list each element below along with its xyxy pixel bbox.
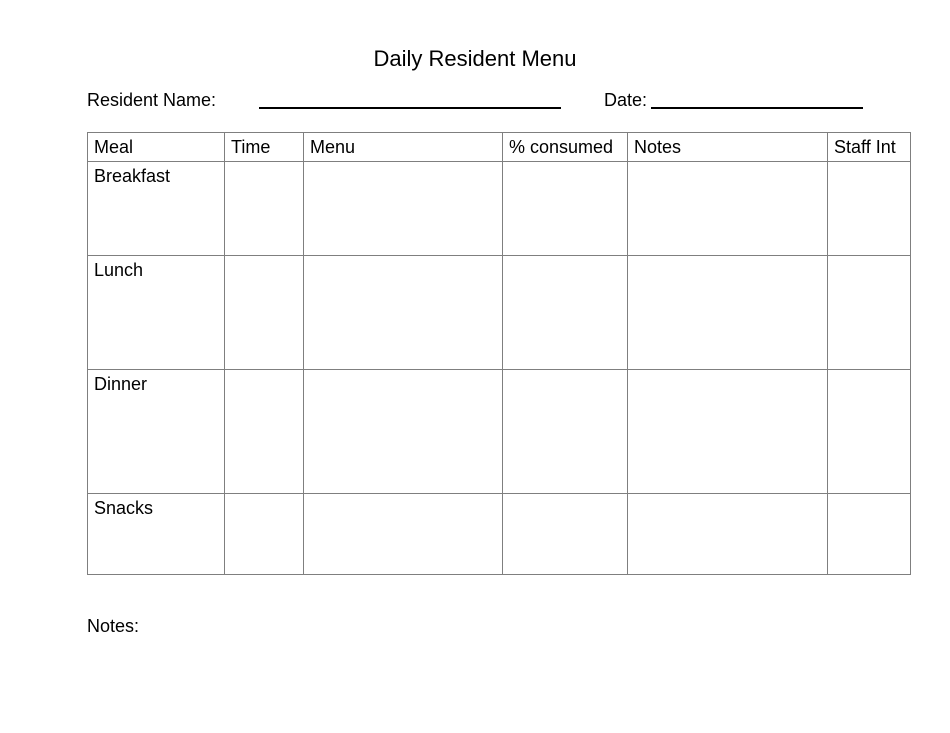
staff-initials-cell[interactable] [828,162,911,256]
time-cell[interactable] [225,370,304,494]
column-header-staff-initials: Staff Int [828,133,911,162]
date-field[interactable] [651,107,863,109]
meal-table [87,132,911,575]
staff-initials-cell[interactable] [828,256,911,370]
column-header-time: Time [225,133,304,162]
meal-cell: Lunch [88,256,225,370]
notes-cell[interactable] [628,370,828,494]
resident-name-field[interactable] [259,107,561,109]
staff-initials-cell[interactable] [828,370,911,494]
menu-cell[interactable] [304,494,503,575]
time-cell[interactable] [225,494,304,575]
menu-cell[interactable] [304,162,503,256]
resident-name-label: Resident Name: [87,90,217,110]
menu-cell[interactable] [304,370,503,494]
notes-cell[interactable] [628,494,828,575]
meal-cell: Snacks [88,494,225,575]
table-row [88,494,911,575]
notes-cell[interactable] [628,162,828,256]
table-header-row [88,133,911,162]
menu-cell[interactable] [304,256,503,370]
column-header-notes: Notes [628,133,828,162]
column-header-percent-consumed: % consumed [503,133,628,162]
column-header-menu: Menu [304,133,503,162]
column-header-meal: Meal [88,133,225,162]
time-cell[interactable] [225,162,304,256]
meal-cell: Breakfast [88,162,225,256]
meal-cell: Dinner [88,370,225,494]
percent-consumed-cell[interactable] [503,162,628,256]
notes-cell[interactable] [628,256,828,370]
notes-label: Notes: [87,616,140,636]
percent-consumed-cell[interactable] [503,256,628,370]
table-row [88,256,911,370]
percent-consumed-cell[interactable] [503,494,628,575]
staff-initials-cell[interactable] [828,494,911,575]
table-row [88,370,911,494]
percent-consumed-cell[interactable] [503,370,628,494]
date-label: Date: [604,90,648,110]
table-row [88,162,911,256]
time-cell[interactable] [225,256,304,370]
page-title: Daily Resident Menu [373,46,577,71]
